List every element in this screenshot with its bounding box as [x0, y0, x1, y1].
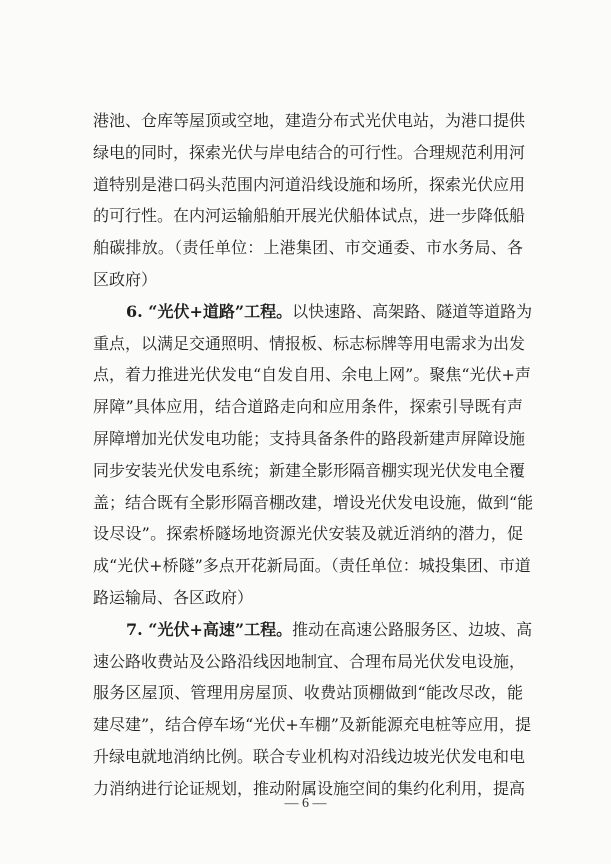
page-number: — 6 — [284, 796, 327, 811]
section-6-first-line [126, 300, 533, 324]
body-text-line: 成“光伏+桥隧”多点开花新局面。（责任单位：城投集团、市道 [93, 556, 531, 575]
body-text-line: 升绿电就地消纳比例。联合专业机构对沿线边坡光伏发电和电 [93, 747, 526, 766]
body-text-line: 绿电的同时，探索光伏与岸电结合的可行性。合理规范利用河 [93, 143, 526, 162]
body-text-line: 港池、仓库等屋顶或空地，建造分布式光伏电站，为港口提供 [93, 111, 526, 130]
body-text-line: 路运输局、各区政府） [93, 588, 254, 607]
body-text-line: 屏障”具体应用，结合道路走向和应用条件，探索引导既有声 [93, 397, 523, 416]
body-text-line: 同步安装光伏发电系统；新建全影形隔音棚实现光伏发电全覆 [93, 461, 526, 480]
body-text-line: 的可行性。在内河运输船舶开展光伏船体试点，进一步降低船 [93, 206, 526, 225]
body-text-line: 速公路收费站及公路沿线因地制宜、合理布局光伏发电设施， [93, 652, 526, 671]
body-text-line: 服务区屋顶、管理用房屋顶、收费站顶棚做到“能改尽改，能 [93, 683, 523, 702]
body-text-line: 点，着力推进光伏发电“自发自用、余电上网”。聚焦“光伏+声 [93, 365, 531, 384]
body-text-line: 区政府） [93, 270, 158, 289]
section-7-heading: 7. “光伏+高速”工程。 [126, 620, 293, 639]
body-text-line: 舶碳排放。（责任单位：上港集团、市交通委、市水务局、各 [93, 238, 523, 257]
body-text-line: 盖；结合既有全影形隔音棚改建，增设光伏发电设施，做到“能 [93, 493, 534, 512]
body-text-line: 屏障增加光伏发电功能；支持具备条件的路段新建声屏障设施 [93, 429, 526, 448]
body-text-line: 重点，以满足交通照明、情报板、标志标牌等用电需求为出发 [93, 334, 526, 353]
section-7-first-line [126, 618, 533, 642]
body-text-line: 力消纳进行论证规划，推动附属设施空间的集约化利用，提高 [93, 779, 526, 798]
section-6-first-line-text: 以快速路、高架路、隧道等道路为 [292, 302, 533, 321]
body-text-line: 建尽建”，结合停车场“光伏+车棚”及新能源充电桩等应用，提 [93, 715, 531, 734]
body-text-line: 道特别是港口码头范围内河道沿线设施和场所，探索光伏应用 [93, 175, 526, 194]
body-text-line: 设尽设”。探索桥隧场地资源光伏安装及就近消纳的潜力，促 [93, 524, 523, 543]
section-6-heading: 6. “光伏+道路”工程。 [126, 302, 293, 321]
section-7-first-line-text: 推动在高速公路服务区、边坡、高 [292, 620, 533, 639]
